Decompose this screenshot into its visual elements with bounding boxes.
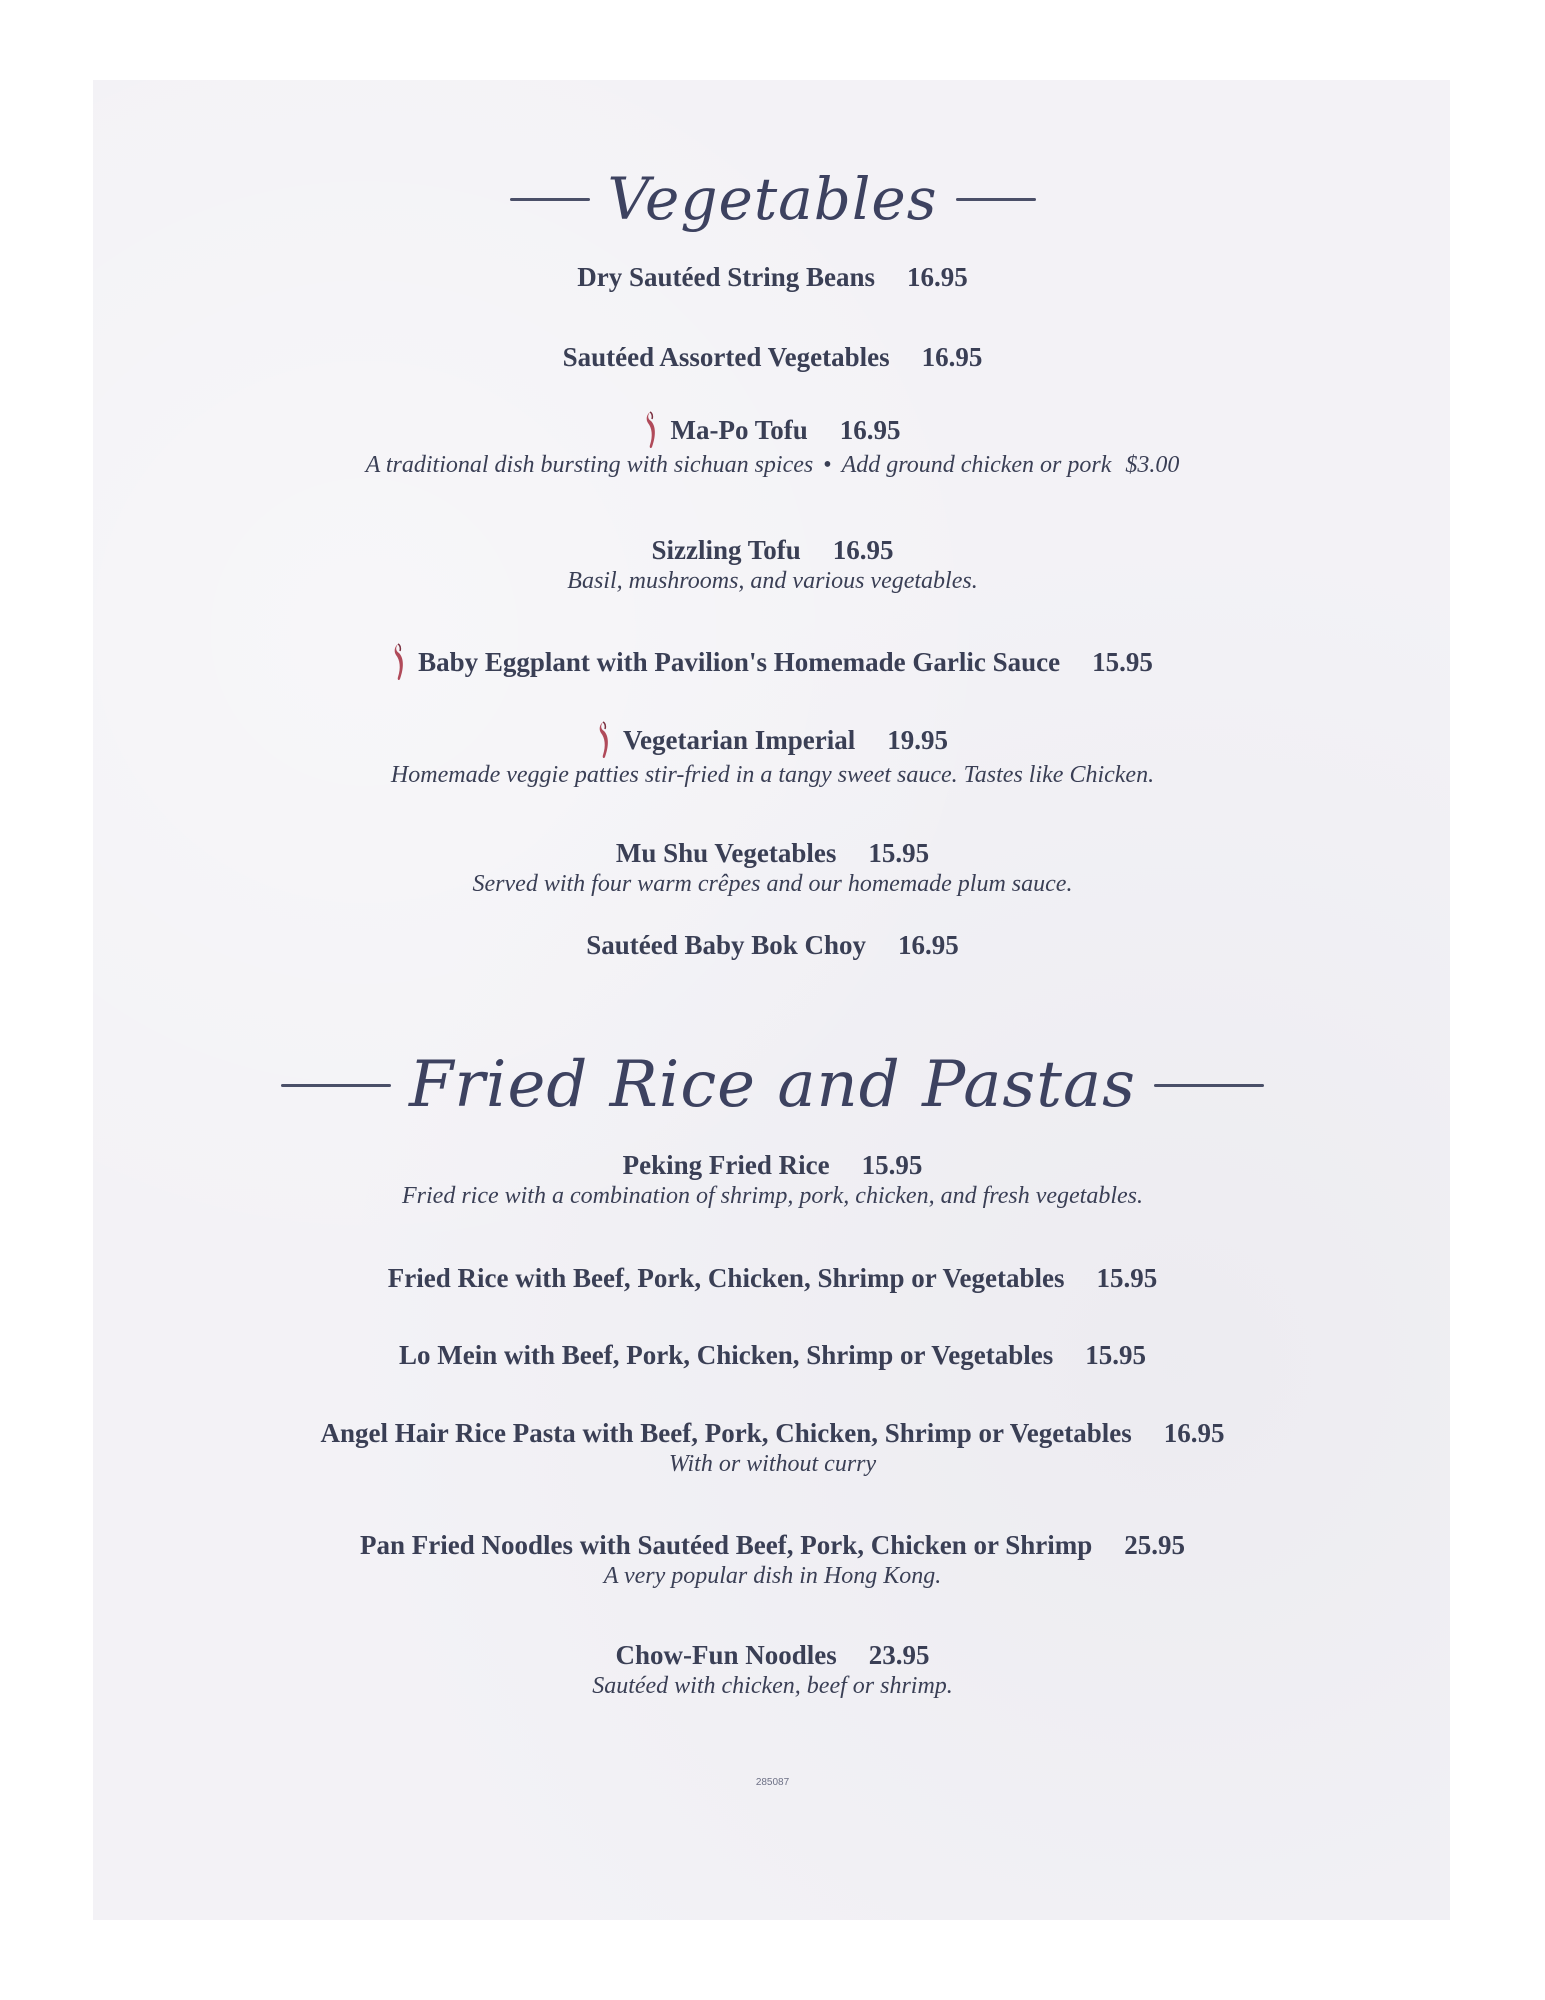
item-description: Fried rice with a combination of shrimp, pork, chicken, and fresh vegetables.	[402, 1183, 1143, 1209]
item-name: Angel Hair Rice Pasta with Beef, Pork, Chicken, Shrimp or Vegetables	[320, 1418, 1132, 1448]
menu-item	[0, 1640, 1545, 1700]
chili-pepper-icon	[392, 642, 410, 682]
item-price: 16.95	[907, 262, 968, 292]
chili-pepper-icon	[644, 410, 662, 450]
menu-item	[0, 410, 1545, 479]
item-addon-price: $3.00	[1125, 452, 1180, 478]
item-name: Pan Fried Noodles with Sautéed Beef, Pork, Chicken or Shrimp	[359, 1530, 1093, 1560]
menu-item	[0, 720, 1545, 789]
heading-rule-left	[281, 1084, 391, 1087]
fried-rice-pastas-heading	[0, 1048, 1545, 1122]
item-name: Chow-Fun Noodles	[615, 1640, 837, 1670]
item-name: Sizzling Tofu	[651, 535, 801, 565]
menu-item	[0, 1150, 1545, 1210]
item-description: Sautéed with chicken, beef or shrimp.	[592, 1673, 953, 1699]
menu-item	[0, 838, 1545, 898]
item-name: Baby Eggplant with Pavilion's Homemade Garlic Sauce	[418, 646, 1061, 677]
menu-item	[0, 342, 1545, 373]
item-name: Fried Rice with Beef, Pork, Chicken, Shrimp or Vegetables	[387, 1263, 1065, 1293]
item-name: Sautéed Assorted Vegetables	[562, 342, 890, 372]
item-price: 16.95	[898, 930, 959, 960]
menu-item	[0, 535, 1545, 595]
item-description: A traditional dish bursting with sichuan spices	[365, 452, 814, 478]
item-description: Basil, mushrooms, and various vegetables.	[567, 568, 978, 594]
menu-item	[0, 642, 1545, 682]
item-price: 16.95	[832, 535, 894, 565]
item-name: Ma-Po Tofu	[670, 414, 808, 445]
item-name: Lo Mein with Beef, Pork, Chicken, Shrimp or Vegetables	[399, 1340, 1054, 1370]
menu-item	[0, 1530, 1545, 1590]
item-price: 23.95	[868, 1640, 930, 1670]
heading-rule-left	[510, 198, 590, 201]
print-code: 285087	[755, 1777, 790, 1788]
menu-item	[0, 1263, 1545, 1294]
vegetables-heading	[0, 165, 1545, 233]
item-description: With or without curry	[668, 1451, 877, 1477]
item-description: Served with four warm crêpes and our homemade plum sauce.	[472, 871, 1073, 897]
menu-item	[0, 262, 1545, 293]
item-price: 15.95	[1096, 1263, 1158, 1293]
bullet-icon: •	[823, 452, 832, 478]
item-description: Homemade veggie patties stir-fried in a tangy sweet sauce. Tastes like Chicken.	[390, 762, 1155, 788]
item-price: 25.95	[1124, 1530, 1185, 1560]
item-price: 16.95	[1163, 1418, 1225, 1448]
heading-rule-right	[956, 198, 1036, 201]
heading-rule-right	[1154, 1084, 1264, 1087]
menu-item	[0, 930, 1545, 961]
menu-item	[0, 1340, 1545, 1371]
item-name: Sautéed Baby Bok Choy	[586, 930, 867, 960]
fried-rice-pastas-title: Fried Rice and Pastas	[409, 1048, 1136, 1122]
item-name: Peking Fried Rice	[622, 1150, 830, 1180]
item-price: 15.95	[861, 1150, 923, 1180]
item-price: 15.95	[868, 838, 930, 868]
item-name: Vegetarian Imperial	[623, 724, 856, 755]
menu-item	[0, 1418, 1545, 1478]
item-name: Mu Shu Vegetables	[615, 838, 837, 868]
item-addon: Add ground chicken or pork	[841, 452, 1112, 478]
item-price: 16.95	[921, 342, 983, 372]
item-name: Dry Sautéed String Beans	[577, 262, 875, 292]
vegetables-title: Vegetables	[607, 165, 938, 233]
item-price: 15.95	[1085, 1340, 1146, 1370]
item-price: 16.95	[839, 414, 901, 445]
item-price: 15.95	[1092, 646, 1153, 677]
item-description: A very popular dish in Hong Kong.	[603, 1563, 942, 1589]
item-description-row	[0, 452, 1545, 479]
item-price: 19.95	[887, 724, 948, 755]
chili-pepper-icon	[597, 720, 615, 760]
